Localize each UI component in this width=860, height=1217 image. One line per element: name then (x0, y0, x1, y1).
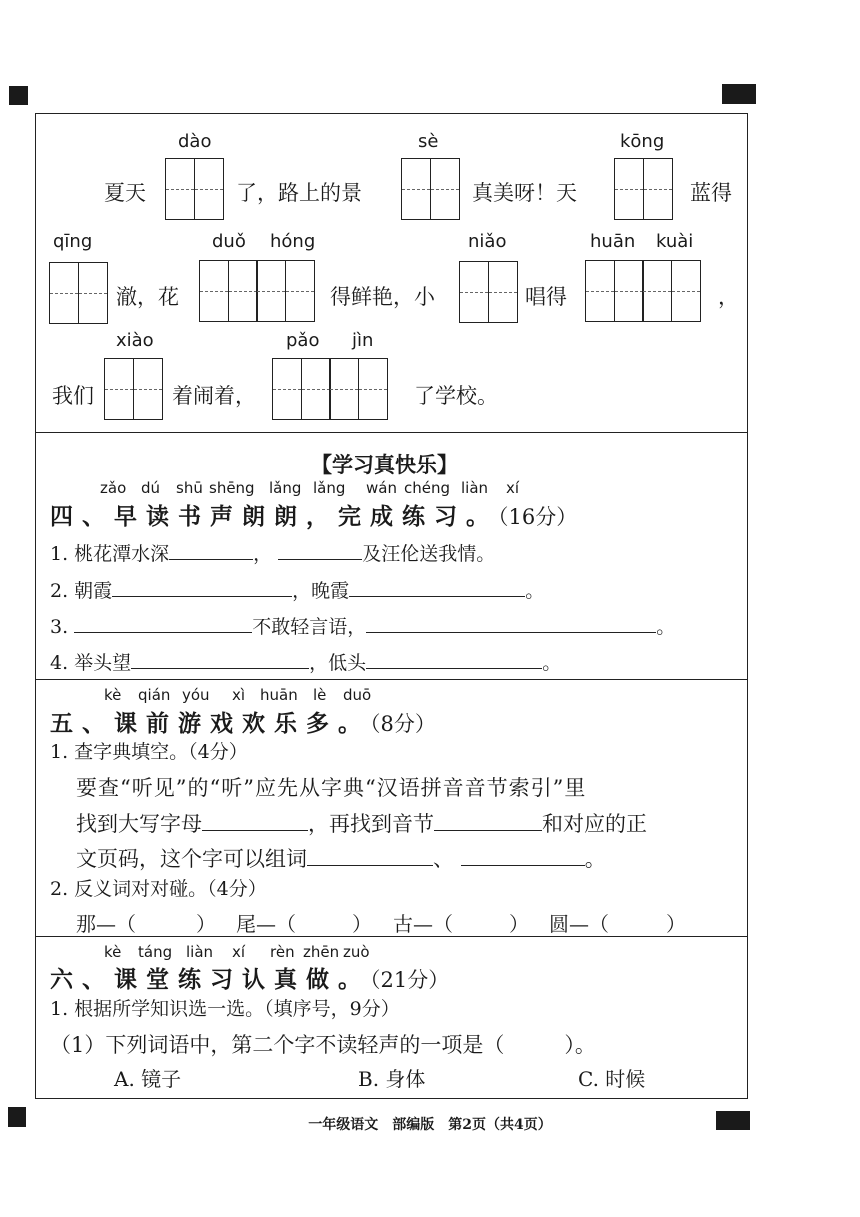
option-c[interactable]: C. 时候 (578, 1067, 646, 1091)
pinyin-label: hóng (270, 231, 316, 252)
pinyin-label: shū (176, 479, 203, 497)
question-text: 。 (542, 652, 562, 674)
question-row (50, 576, 544, 603)
pinyin-label: duō (343, 686, 372, 704)
pinyin-label: xí (232, 943, 246, 961)
section-score: （8分） (370, 712, 436, 736)
question-text: 。 (525, 580, 545, 602)
answer-blank[interactable] (202, 812, 308, 831)
pinyin-label: yóu (182, 686, 210, 704)
grid-cell[interactable] (488, 261, 518, 323)
pinyin-label: dào (178, 131, 212, 152)
question-text: ，晚霞 (292, 580, 350, 602)
pinyin-label: liàn (186, 943, 214, 961)
answer-blank[interactable] (169, 541, 253, 560)
pinyin-label: duǒ (212, 231, 246, 252)
question-text: 、 (433, 847, 454, 871)
pinyin-label: zuò (343, 943, 370, 961)
pinyin-label: lè (313, 686, 327, 704)
passage-text: 澈，花 (116, 285, 179, 309)
grid-cell[interactable] (272, 358, 302, 420)
grid-cell[interactable] (459, 261, 489, 323)
question-text: 找到大写字母 (76, 812, 202, 836)
pinyin-label: kuài (656, 231, 694, 252)
grid-cell[interactable] (358, 358, 388, 420)
answer-blank[interactable] (434, 812, 542, 831)
antonym-blank-close[interactable]: ） (352, 912, 372, 936)
pinyin-label: qīng (53, 231, 93, 252)
question-text: （1）下列词语中，第二个字不读轻声的一项是（ (50, 1033, 505, 1057)
question-row (50, 1029, 596, 1059)
antonym-blank-close[interactable]: ） (196, 912, 216, 936)
pinyin-label: qián (138, 686, 171, 704)
question-text: 不敢轻言语， (252, 616, 367, 638)
question-text: 。 (656, 616, 676, 638)
grid-cell[interactable] (78, 262, 108, 324)
antonym-item: 那—（ (76, 912, 136, 936)
pinyin-label: pǎo (286, 330, 320, 351)
answer-blank[interactable] (461, 847, 585, 866)
answer-blank[interactable] (112, 578, 292, 597)
passage-text: 蓝得 (690, 181, 732, 205)
grid-cell[interactable] (671, 260, 701, 322)
passage-text: 我们 (52, 384, 94, 408)
pinyin-label: kè (104, 943, 122, 961)
pinyin-label: kōng (620, 131, 665, 152)
pinyin-label: xiào (116, 330, 154, 351)
grid-cell[interactable] (285, 260, 315, 322)
grid-cell[interactable] (642, 260, 672, 322)
grid-cell[interactable] (194, 158, 224, 220)
passage-text: 了，路上的景 (236, 181, 362, 205)
pinyin-label: lǎng (269, 479, 302, 497)
pinyin-label: lǎng (313, 479, 346, 497)
registration-mark-top-left (9, 86, 28, 105)
section-divider (35, 936, 748, 937)
section-banner: 【学习真快乐】 (311, 452, 458, 477)
answer-blank[interactable] (366, 650, 542, 669)
passage-text: 着闹着， (172, 384, 256, 408)
grid-cell[interactable] (199, 260, 229, 322)
grid-cell[interactable] (643, 158, 673, 220)
passage-text: 夏天 (104, 181, 146, 205)
grid-cell[interactable] (165, 158, 195, 220)
question-text: 2. 反义词对对碰。（4分） (50, 878, 267, 900)
answer-blank[interactable] (131, 650, 309, 669)
grid-cell[interactable] (301, 358, 331, 420)
answer-grid[interactable] (614, 158, 671, 220)
passage-text: ， (718, 285, 739, 309)
section-title (50, 498, 577, 531)
section-score: （21分） (370, 968, 450, 992)
pinyin-label: zhēn (303, 943, 340, 961)
question-text: ）。 (564, 1033, 596, 1057)
grid-cell[interactable] (104, 358, 134, 420)
grid-cell[interactable] (133, 358, 163, 420)
question-text: 和对应的正 (542, 812, 647, 836)
question-text: 4. 举头望 (50, 652, 132, 674)
answer-grid[interactable] (165, 158, 222, 220)
question-row (50, 648, 561, 675)
section-title-text: 四、早读书声朗朗，完成练习。 (50, 503, 498, 530)
question-row (50, 612, 675, 639)
section-score: （16分） (498, 505, 578, 529)
answer-blank[interactable] (366, 614, 656, 633)
answer-grid[interactable] (272, 358, 386, 420)
grid-cell[interactable] (614, 158, 644, 220)
question-row (76, 843, 606, 873)
grid-cell[interactable] (401, 158, 431, 220)
passage-text: 真美呀！天 (472, 181, 577, 205)
antonym-item: 圆—（ (549, 912, 609, 936)
answer-blank[interactable] (278, 541, 362, 560)
question-row (76, 808, 647, 838)
registration-mark-top-right (722, 84, 756, 104)
question-text: 3. (50, 616, 69, 638)
answer-grid[interactable] (585, 260, 699, 322)
question-text: ， (253, 543, 273, 565)
antonym-item: 古—（ (393, 912, 453, 936)
answer-grid[interactable] (104, 358, 161, 420)
question-text: 1. 查字典填空。（4分） (50, 741, 248, 763)
answer-grid[interactable] (459, 261, 516, 323)
grid-cell[interactable] (256, 260, 286, 322)
answer-blank[interactable] (307, 847, 433, 866)
answer-grid[interactable] (401, 158, 458, 220)
section-title-text: 五、课前游戏欢乐多。 (50, 710, 370, 737)
pinyin-label: xí (506, 479, 520, 497)
pinyin-label: liàn (461, 479, 489, 497)
pinyin-label: jìn (352, 330, 374, 351)
question-text: 文页码，这个字可以组词 (76, 847, 307, 871)
pinyin-label: zǎo (100, 479, 127, 497)
antonym-blank-close[interactable]: ） (666, 912, 686, 936)
page-footer: 一年级语文 部编版 第2页（共4页） (308, 1117, 552, 1133)
question-row (50, 539, 495, 566)
grid-cell[interactable] (430, 158, 460, 220)
antonym-item: 尾—（ (236, 912, 296, 936)
section-divider (35, 432, 748, 433)
section-divider (35, 679, 748, 680)
pinyin-label: chéng (404, 479, 451, 497)
pinyin-label: dú (141, 479, 161, 497)
question-text: 1. 根据所学知识选一选。（填序号，9分） (50, 998, 400, 1020)
antonym-blank-close[interactable]: ） (509, 912, 529, 936)
pinyin-label: rèn (270, 943, 295, 961)
grid-cell[interactable] (329, 358, 359, 420)
passage-text: 得鲜艳，小 (330, 285, 435, 309)
question-text: 。 (584, 847, 606, 871)
pinyin-label: kè (104, 686, 122, 704)
section-title (50, 705, 436, 738)
grid-cell[interactable] (228, 260, 258, 322)
section-title (50, 961, 449, 994)
grid-cell[interactable] (585, 260, 615, 322)
question-text: 要查“听见”的“听”应先从字典“汉语拼音音节索引”里 (76, 776, 587, 800)
option-b[interactable]: B. 身体 (358, 1067, 426, 1091)
pinyin-label: huān (260, 686, 298, 704)
pinyin-label: wán (366, 479, 397, 497)
grid-cell[interactable] (49, 262, 79, 324)
question-text: ，再找到音节 (308, 812, 434, 836)
question-text: 及汪伦送我情。 (362, 543, 496, 565)
question-text: 1. 桃花潭水深 (50, 543, 170, 565)
question-text: 2. 朝霞 (50, 580, 113, 602)
question-text: ，低头 (309, 652, 367, 674)
section-title-text: 六、课堂练习认真做。 (50, 966, 370, 993)
answer-blank[interactable] (74, 614, 252, 633)
pinyin-label: niǎo (468, 231, 507, 252)
pinyin-label: shēng (209, 479, 255, 497)
grid-cell[interactable] (614, 260, 644, 322)
passage-text: 了学校。 (414, 384, 498, 408)
answer-grid[interactable] (49, 262, 106, 324)
answer-blank[interactable] (349, 578, 525, 597)
pinyin-label: xì (232, 686, 246, 704)
option-a[interactable]: A. 镜子 (114, 1067, 182, 1091)
pinyin-label: huān (590, 231, 636, 252)
answer-grid[interactable] (199, 260, 313, 322)
pinyin-label: sè (418, 131, 439, 152)
pinyin-label: táng (138, 943, 173, 961)
passage-text: 唱得 (525, 285, 567, 309)
